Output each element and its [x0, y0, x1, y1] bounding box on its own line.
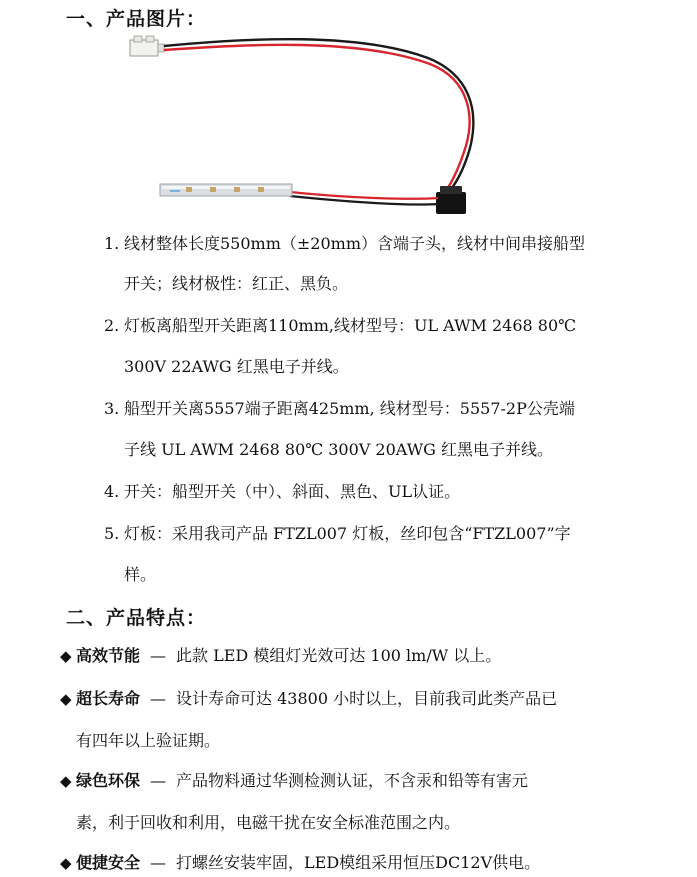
feature-4: ◆ 便捷安全 — 打螺丝安装牢固，LED模组采用恒压DC12V供电。 — [60, 853, 541, 872]
feature-3: ◆ 绿色环保 — 产品物料通过华测检测认证，不含汞和铅等有害元 — [60, 771, 529, 790]
section-title-product-image: 一、产品图片： — [66, 8, 207, 30]
feature-3-cont: 素，利于回收和利用，电磁干扰在安全标准范围之内。 — [76, 813, 461, 832]
feature-name: 高效节能 — [76, 646, 141, 665]
feature-text: 设计寿命可达 43800 小时以上，目前我司此类产品已 — [176, 689, 558, 708]
diamond-bullet-icon: ◆ — [60, 690, 72, 708]
section-title-product-features: 二、产品特点： — [66, 607, 207, 629]
feature-name: 绿色环保 — [76, 771, 141, 790]
feature-2: ◆ 超长寿命 — 设计寿命可达 43800 小时以上，目前我司此类产品已 — [60, 689, 558, 708]
rocker-switch — [436, 186, 466, 214]
spec-item-text: 灯板：采用我司产品 FTZL007 灯板，丝印包含“FTZL007”字 — [124, 524, 571, 543]
feature-name: 便捷安全 — [76, 853, 141, 872]
product-photo — [108, 28, 508, 226]
feature-text: 产品物料通过华测检测认证，不含汞和铅等有害元 — [176, 771, 529, 790]
spec-item-text: 线材整体长度550mm（±20mm）含端子头，线材中间串接船型 — [124, 234, 585, 253]
feature-text: 此款 LED 模组灯光效可达 100 lm/W 以上。 — [176, 646, 502, 665]
feature-name: 超长寿命 — [76, 689, 141, 708]
spec-item-text: 船型开关离5557端子距离425mm, 线材型号：5557-2P公壳端 — [124, 399, 575, 418]
wire-red-main — [164, 45, 470, 198]
spec-item-text: 开关：船型开关（中）、斜面、黑色、UL认证。 — [124, 482, 461, 501]
diamond-bullet-icon: ◆ — [60, 647, 72, 665]
diamond-bullet-icon: ◆ — [60, 854, 72, 872]
led-board — [160, 184, 292, 196]
feature-text: 打螺丝安装牢固，LED模组采用恒压DC12V供电。 — [176, 853, 541, 872]
feature-2-cont: 有四年以上验证期。 — [76, 731, 221, 750]
feature-1: ◆ 高效节能 — 此款 LED 模组灯光效可达 100 lm/W 以上。 — [60, 646, 502, 665]
diamond-bullet-icon: ◆ — [60, 772, 72, 790]
connector-5557 — [130, 36, 164, 56]
spec-item-text: 灯板离船型开关距离110mm,线材型号：UL AWM 2468 80℃ — [124, 316, 577, 335]
